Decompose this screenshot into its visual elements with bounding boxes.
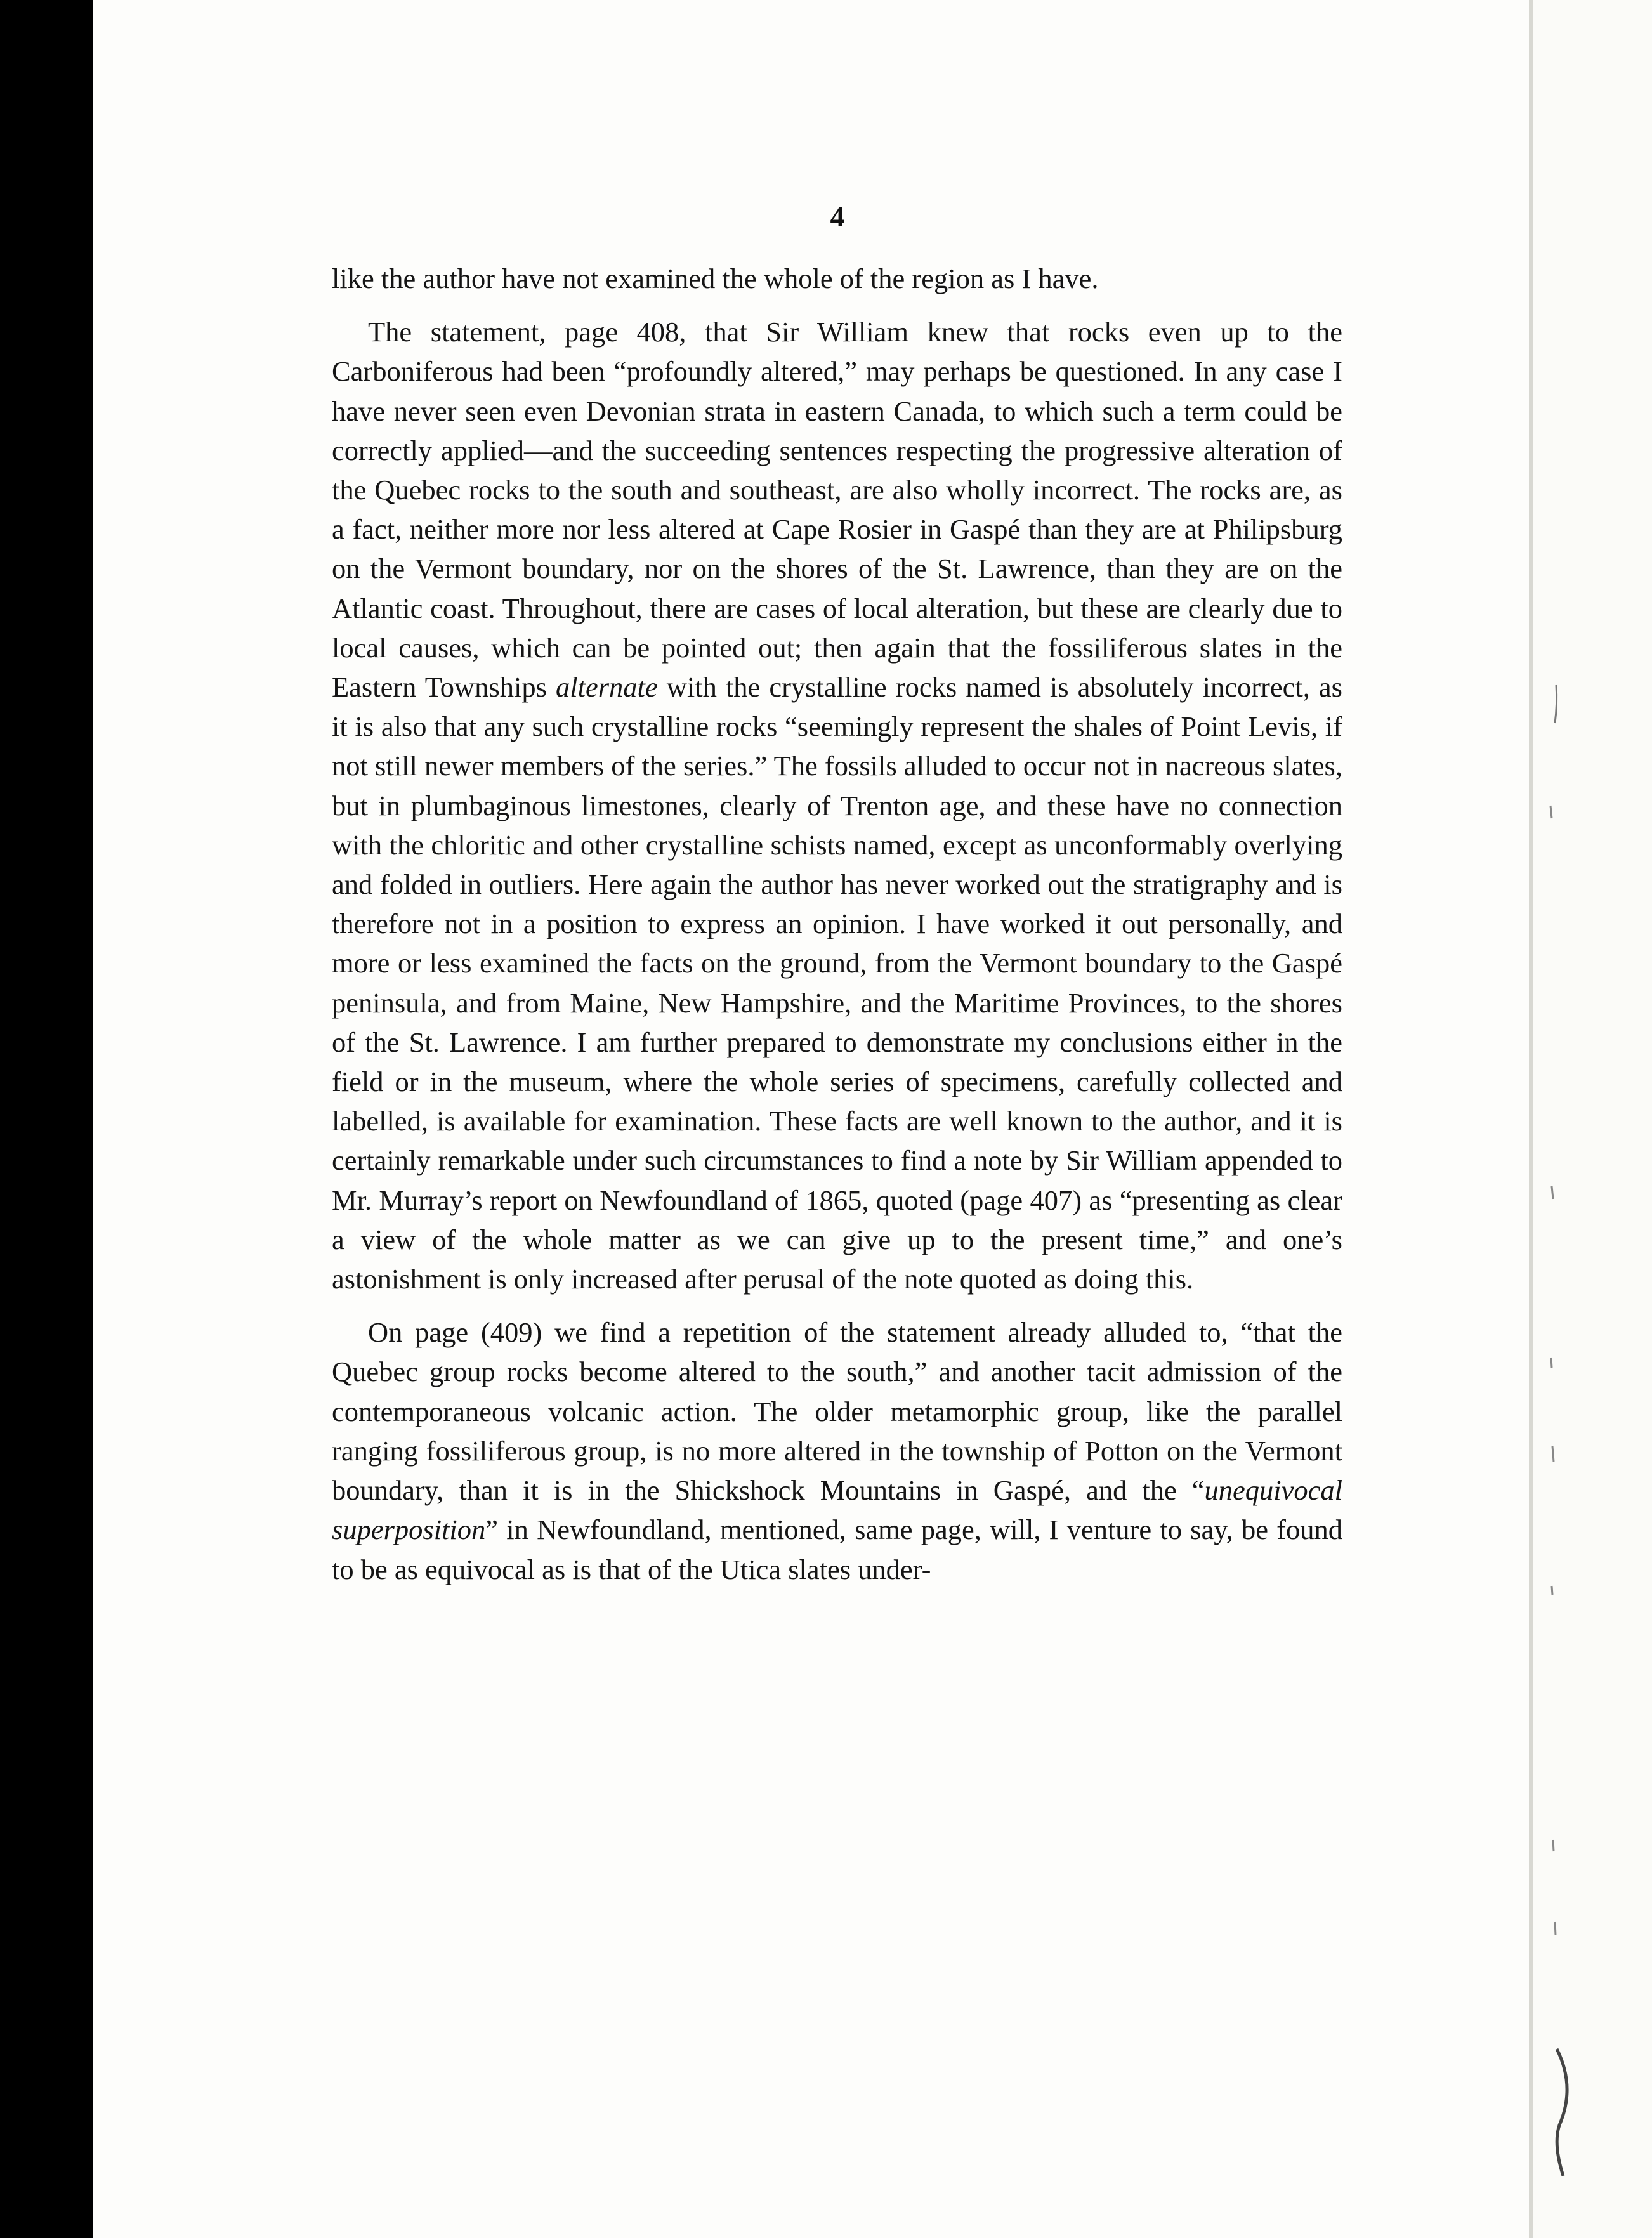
paragraph [332,312,1342,1299]
paragraph [332,259,1342,298]
italic-text: alternate [555,671,658,703]
facing-page-edge [1529,0,1652,2238]
page-number: 4 [830,200,845,233]
text-segment: like the author have not examined the whole of the region as I have. [332,263,1099,294]
body-text [332,259,1342,1589]
italic-text: unequivocal superposition [332,1474,1342,1546]
text-segment: The statement, page 408, that Sir William knew that rocks even up to the Carboniferous had been “profoundly altered,” may perhaps be questioned. In any case I have never seen even Devonian strata in eastern Canada, to which such a term could be correctly applied—and the succeeding sentences respecting the progressive alteration of the Quebec rocks to the south and southeast, are also wholly incorrect. The rocks are, as a fact, neither more nor less altered at Cape Rosier in Gaspé than they are at Philipsburg on the Vermont boundary, nor on the shores of the St. Lawrence, than they are on the Atlantic coast. Throughout, there are cases of local alteration, but these are clearly due to local causes, which can be pointed out; then again that the fossiliferous slates in the Eastern Townships [332,316,1342,703]
text-segment: ” in Newfoundland, mentioned, same page, will, I venture to say, be found to be as equivocal as is that of the Utica slates under- [332,1514,1342,1585]
paragraph [332,1312,1342,1588]
text-segment: On page (409) we find a repetition of the statement already alluded to, “that the Quebec group rocks become altered to the south,” and another tacit admission of the contemporaneous volcanic action. The older metamorphic group, like the parallel ranging fossiliferous group, is no more altered in the township of Potton on the Vermont boundary, than it is in the Shickshock Mountains in Gaspé, and the “ [332,1316,1342,1507]
page-edge-marks [1533,0,1652,2238]
text-segment: with the crystalline rocks named is absolutely incorrect, as it is also that any such crystalline rocks “seemingly represent the shales of Point Levis, if not still newer members of the series.” The fossils alluded to occur not in nacreous slates, but in plumbaginous limestones, clearly of Trenton age, and these have no connection with the chloritic and other crystalline schists named, except as unconformably overlying and folded in outliers. Here again the author has never worked out the stratigraphy and is therefore not in a position to express an opinion. I have worked it out personally, and more or less examined the facts on the ground, from the Vermont boundary to the Gaspé peninsula, and from Maine, New Hampshire, and the Maritime Provinces, to the shores of the St. Lawrence. I am further prepared to demonstrate my conclusions either in the field or in the museum, where the whole series of specimens, carefully collected and labelled, is available for examination. These facts are well known to the author, and it is certainly remarkable under such circumstances to find a note by Sir William appended to Mr. Murray’s report on Newfoundland of 1865, quoted (page 407) as “presenting as clear a view of the whole matter as we can give up to the present time,” and one’s astonishment is only increased after perusal of the note quoted as doing this. [332,671,1343,1295]
